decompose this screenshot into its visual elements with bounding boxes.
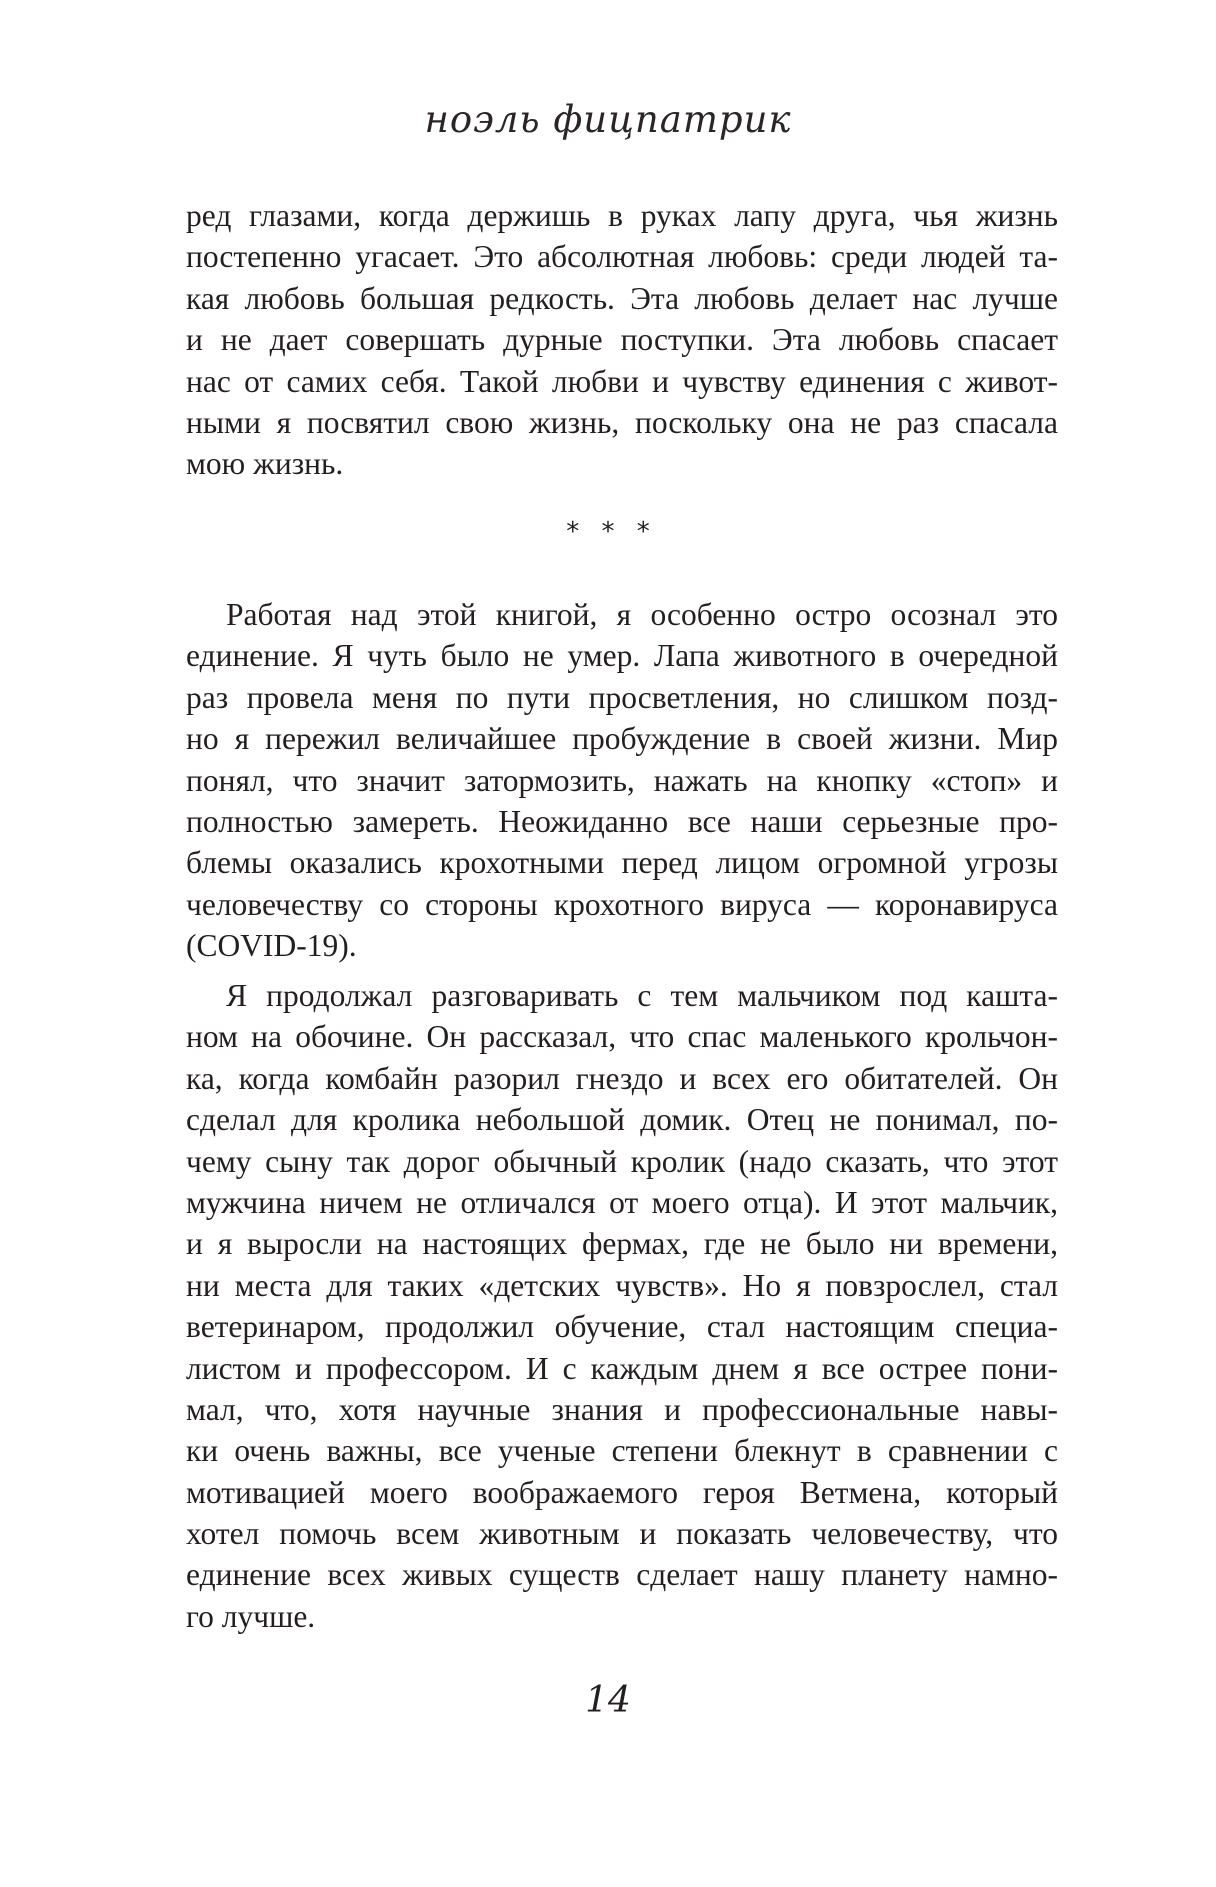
text-line: мужчина ничем не отличался от моего отца). И этот мальчик, <box>186 1184 1058 1220</box>
running-head: ноэль фицпатрик <box>424 98 792 141</box>
text-line: листом и профессором. И с каждым днем я все острее пони- <box>186 1350 1058 1386</box>
text-line: раз провела меня по пути просветления, но слишком позд- <box>186 679 1058 715</box>
text-line: блемы оказались крохотными перед лицом огромной угрозы <box>186 845 1058 881</box>
paragraph <box>186 975 1058 1637</box>
text-line: Работая над этой книгой, я особенно остро осознал это <box>226 597 1058 632</box>
text-line: нас от самих себя. Такой любви и чувству единения с живот- <box>186 363 1058 399</box>
text-line: Я продолжал разговаривать с тем мальчиком под кашта- <box>226 978 1058 1013</box>
text-line: но я пережил величайшее пробуждение в своей жизни. Мир <box>186 721 1058 757</box>
text-line: (COVID-19). <box>186 928 357 964</box>
paragraph <box>186 594 1058 967</box>
text-line: го лучше. <box>186 1598 316 1634</box>
text-line: ными я посвятил свою жизнь, поскольку она не раз спасала <box>186 404 1058 440</box>
text-line: кая любовь большая редкость. Эта любовь делает нас лучше <box>186 280 1058 316</box>
text-line: и не дает совершать дурные поступки. Эта любовь спасает <box>186 322 1058 358</box>
text-line: мотивацией моего воображаемого героя Ветмена, который <box>186 1474 1058 1510</box>
text-line: единение всех живых существ сделает нашу планету намно- <box>186 1557 1058 1593</box>
page-number: 14 <box>585 1680 631 1721</box>
text-line: и я выросли на настоящих фермах, где не было ни времени, <box>186 1226 1058 1262</box>
text-line: ред глазами, когда держишь в руках лапу друга, чья жизнь <box>186 198 1058 233</box>
text-line: полностью замереть. Неожиданно все наши серьезные про- <box>186 803 1058 839</box>
text-line: чему сыну так дорог обычный кролик (надо сказать, что этот <box>186 1143 1058 1179</box>
text-line: ном на обочине. Он рассказал, что спас маленького крольчон- <box>186 1019 1058 1055</box>
text-line: мою жизнь. <box>186 446 344 482</box>
text-line: понял, что значит затормозить, нажать на кнопку «стоп» и <box>186 762 1058 798</box>
text-line: человечеству со стороны крохотного вируса — коронавируса <box>186 886 1058 922</box>
text-line: ветеринаром, продолжил обучение, стал настоящим специа- <box>186 1309 1058 1345</box>
text-line: единение. Я чуть было не умер. Лапа животного в очередной <box>186 638 1058 674</box>
text-line: хотел помочь всем животным и показать человечеству, что <box>186 1516 1058 1552</box>
text-line: сделал для кролика небольшой домик. Отец не понимал, по- <box>186 1102 1058 1138</box>
paragraph-continued <box>186 195 1058 485</box>
text-line: постепенно угасает. Это абсолютная любовь: среди людей та- <box>186 239 1058 275</box>
text-line: ки очень важны, все ученые степени блекнут в сравнении с <box>186 1433 1058 1469</box>
text-line: ни места для таких «детских чувств». Но я повзрослел, стал <box>186 1267 1058 1303</box>
text-line: мал, что, хотя научные знания и профессиональные навы- <box>186 1391 1058 1427</box>
text-line: ка, когда комбайн разорил гнездо и всех его обитателей. Он <box>186 1060 1058 1096</box>
section-separator: * * * <box>566 517 650 547</box>
